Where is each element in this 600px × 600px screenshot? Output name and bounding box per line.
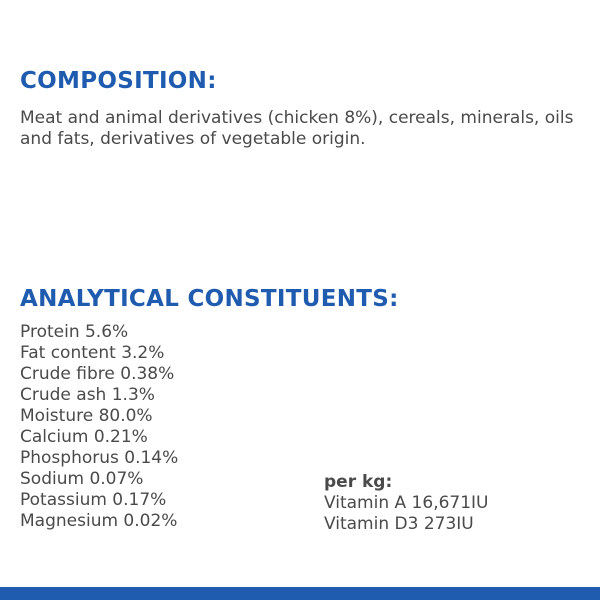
constituent-item: Potassium 0.17% [20,490,167,510]
constituent-item: Crude ash 1.3% [20,385,155,405]
bottom-bar [0,587,600,600]
constituent-item: Moisture 80.0% [20,406,153,426]
vitamin-item: Vitamin D3 273IU [324,514,474,534]
composition-text: Meat and animal derivatives (chicken 8%), cereals, minerals, oils and fats, derivatives of vegetable origin. [20,108,574,149]
constituent-item: Crude fibre 0.38% [20,364,175,384]
vitamin-item: Vitamin A 16,671IU [324,493,489,513]
constituent-item: Magnesium 0.02% [20,511,178,531]
composition-heading: COMPOSITION: [20,68,217,94]
constituent-item: Fat content 3.2% [20,343,165,363]
analytical-constituents-heading: ANALYTICAL CONSTITUENTS: [20,286,399,312]
constituent-item: Phosphorus 0.14% [20,448,179,468]
per-kg-block [324,472,489,535]
constituent-item: Protein 5.6% [20,322,129,342]
vitamins-list [324,493,489,535]
per-kg-title: per kg: [324,472,393,492]
constituents-list [20,322,178,532]
constituent-item: Calcium 0.21% [20,427,148,447]
constituent-item: Sodium 0.07% [20,469,144,489]
